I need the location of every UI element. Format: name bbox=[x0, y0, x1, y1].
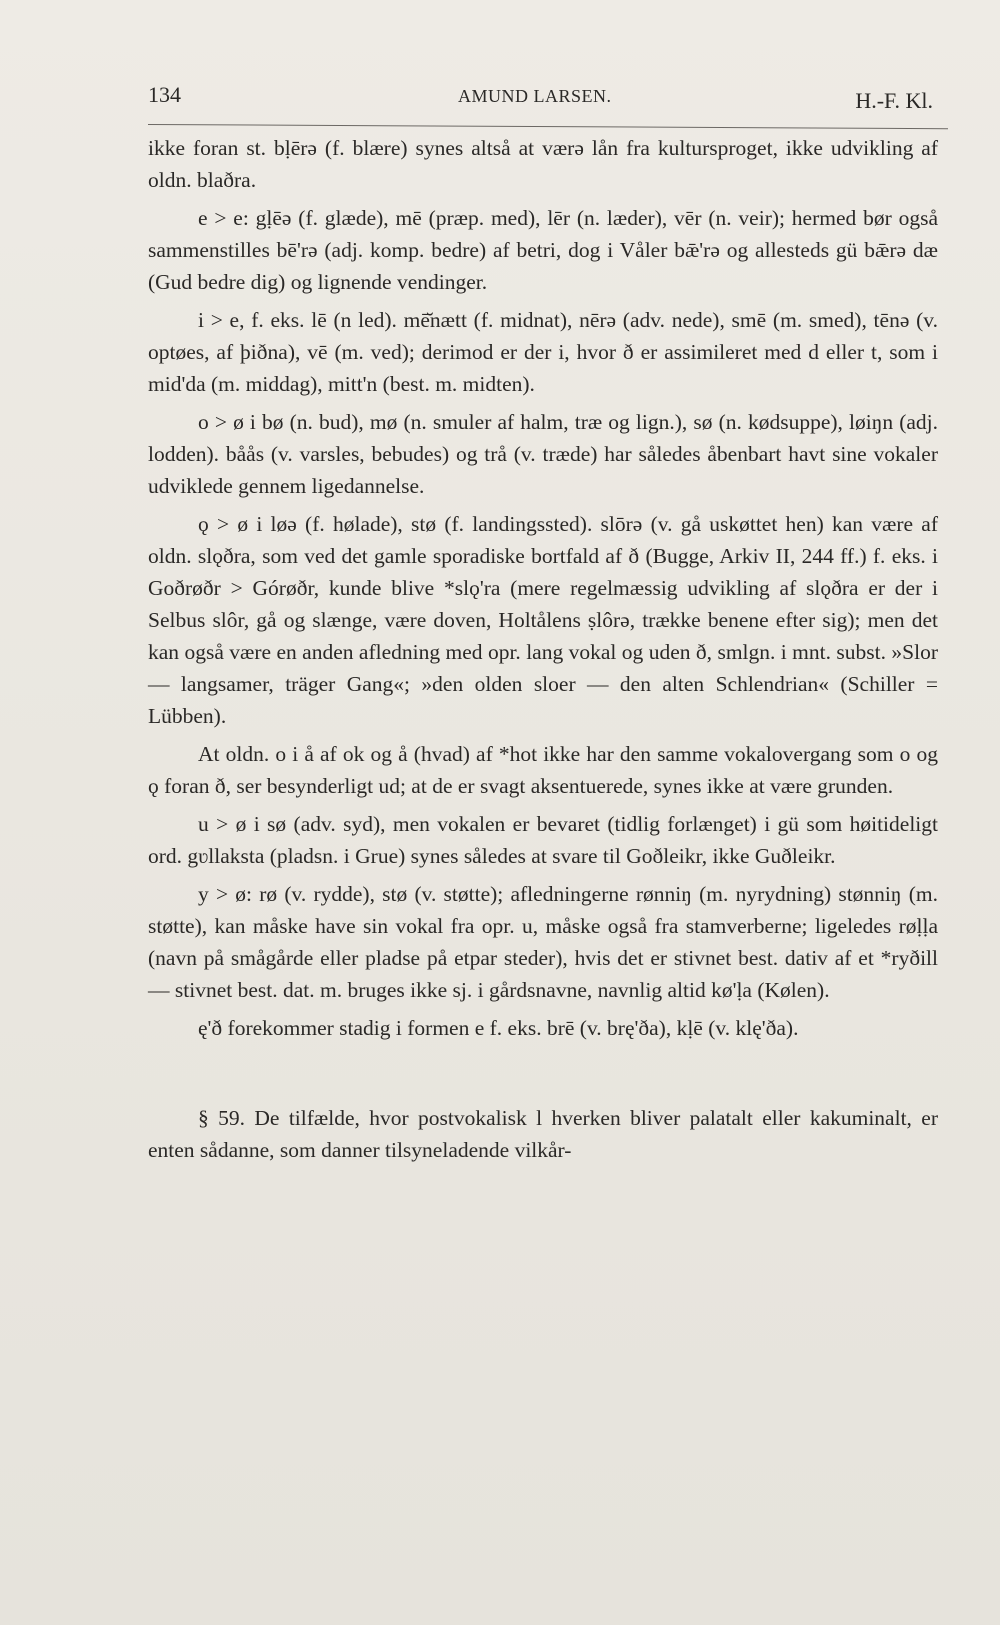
body-text bbox=[148, 132, 938, 1172]
paragraph: e > e: gḷēə (f. glæde), mē (præp. med), lēr (n. læder), vēr (n. veir); hermed bør også sammenstilles bē'rə (adj. komp. bedre) af betri, dog i Våler bǣ'rə og allesteds gü bǣrə dæ (Gud bedre dig) og lignende vendinger. bbox=[148, 206, 938, 294]
running-header bbox=[148, 78, 933, 112]
running-section: H.-F. Kl. bbox=[855, 88, 933, 113]
paragraph: u > ø i sø (adv. syd), men vokalen er bevaret (tidlig forlænget) i gü som høitideligt ord. gʋllakstа (pladsn. i Grue) synes således at svare til Goðleikr, ikke Guðleikr. bbox=[148, 812, 938, 868]
paragraph: At oldn. o i å af ok og å (hvad) af *hot ikke har den samme vokalovergang som o og ǫ foran ð, ser besynderligt ud; at de er svagt aksentuerede, synes ikke at være grunden. bbox=[148, 742, 938, 798]
paragraph: i > e, f. eks. lē (n led). mē̆nætt (f. midnat), nērə (adv. nede), smē (m. smed), tēnə (v. optøes, af þiðna), vē (m. ved); derimod er der i, hvor ð er assimileret med d eller t, som i mid'da (m. middag), mitt'n (best. m. midten). bbox=[148, 308, 938, 396]
paragraph: y > ø: rø (v. rydde), stø (v. støtte); afledningerne rønniŋ (m. nyrydning) stønniŋ (m. støtte), kan måske have sin vokal fra opr. u, måske også fra stamverberne; ligeledes røḷḷa (navn på smågårde eller pladse på etpar steder), hvis det er stivnet best. dativ af et *ryðill — stivnet best. dat. m. bruges ikke sj. i gårdsnavne, navnlig altid kø'ḷa (Kølen). bbox=[148, 882, 938, 1002]
page-number: 134 bbox=[148, 82, 181, 107]
running-author: AMUND LARSEN. bbox=[458, 86, 612, 106]
section-59-paragraph: § 59. De tilfælde, hvor postvokalisk l hverken bliver palatalt eller kakuminalt, er enten sådanne, som danner tilsyneladende vilkår- bbox=[148, 1106, 938, 1162]
header-rule bbox=[148, 124, 948, 129]
paragraph: ę'ð forekommer stadig i formen e f. eks. brē (v. brę'ða), kḷē (v. klę'ða). bbox=[198, 1016, 799, 1040]
paragraph: o > ø i bø (n. bud), mø (n. smuler af halm, træ og lign.), sø (n. kødsuppe), løiŋn (adj. lodden). båås (v. varsles, bebudes) og trå (v. træde) har således åbenbart havt sine vokaler udviklede gennem ligedannelse. bbox=[148, 410, 938, 498]
paragraph: ǫ > ø i løə (f. hølade), stø (f. landingssted). slōrə (v. gå uskøttet hen) kan være af oldn. slǫðra, som ved det gamle sporadiske bortfald af ð (Bugge, Arkiv II, 244 ff.) f. eks. i Goðrøðr > Górøðr, kunde blive *slǫ'ra (mere regelmæssig udvikling af slǫðra er der i Selbus slôr, gå og slænge, være doven, Holtålens ṣlôrə, trække benene efter sig); men det kan også være en anden afledning med opr. lang vokal og uden ð, smlgn. i mnt. subst. »Slor — langsamer, träger Gang«; »den olden sloer — den alten Schlendrian« (Schiller = Lübben). bbox=[148, 512, 938, 728]
paragraph: ikke foran st. bḷērə (f. blære) synes altså at værə lån fra kultursproget, ikke udvikling af oldn. blaðra. bbox=[148, 136, 938, 192]
